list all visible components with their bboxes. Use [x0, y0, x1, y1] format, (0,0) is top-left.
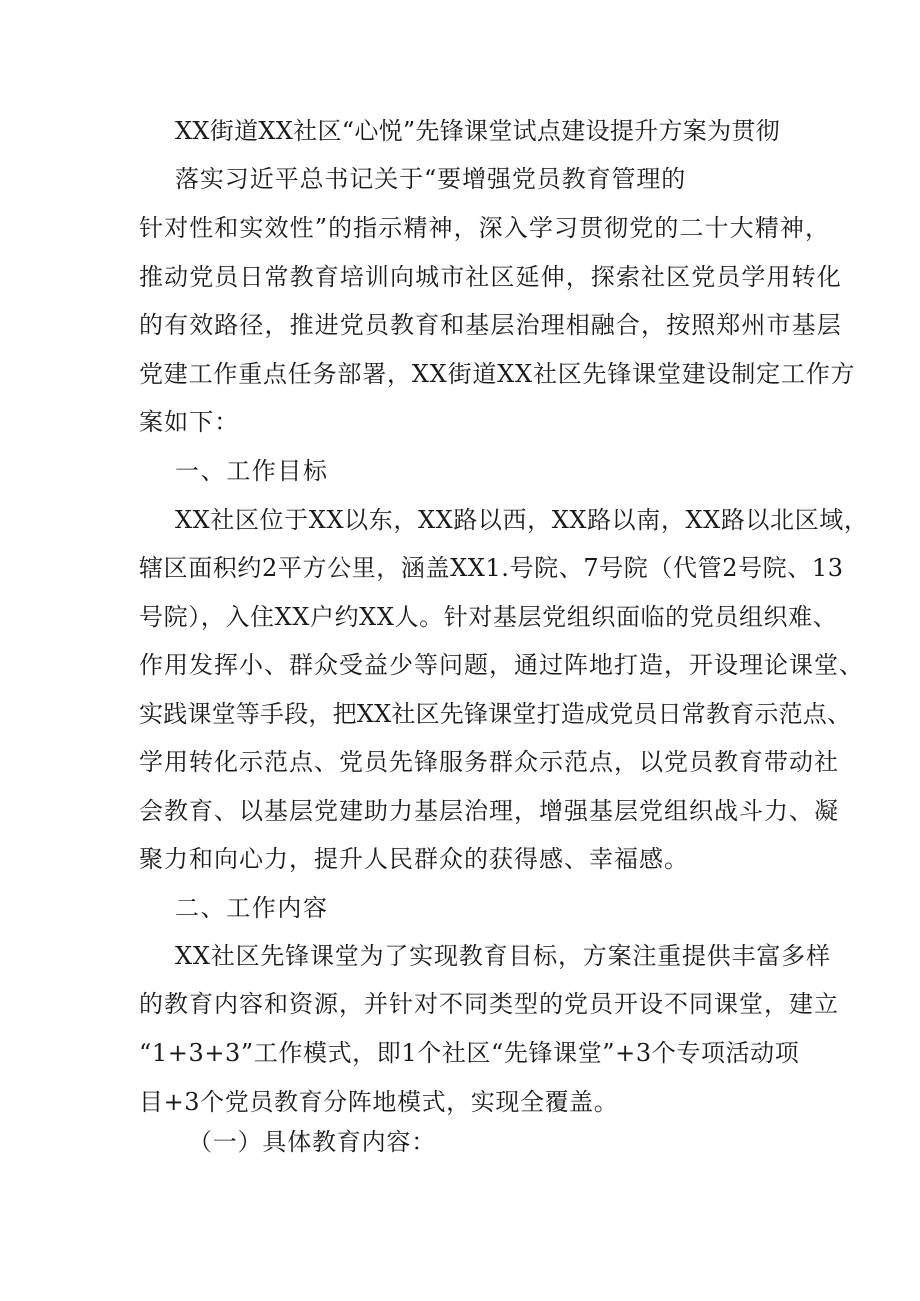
goals-paragraph-line: 辖区面积约2平方公里，涵盖XX1.号院、7号院（代管2号院、13	[139, 554, 844, 582]
intro-paragraph-line: 党建工作重点任务部署，XX街道XX社区先锋课堂建设制定工作方	[139, 360, 856, 388]
intro-paragraph-line: 推动党员日常教育培训向城市社区延伸，探索社区党员学用转化	[139, 263, 842, 291]
intro-paragraph-line: 落实习近平总书记关于“要增强党员教育管理的	[175, 165, 687, 193]
goals-paragraph-line: XX社区位于XX以东，XX路以西，XX路以南，XX路以北区域，	[175, 506, 869, 534]
goals-paragraph-line: 会教育、以基层党建助力基层治理，增强基层党组织战斗力、凝	[139, 797, 839, 825]
section-heading-content: 二、工作内容	[175, 894, 329, 922]
goals-paragraph-line: 学用转化示范点、党员先锋服务群众示范点，以党员教育带动社	[139, 748, 839, 776]
content-paragraph-line: 目+3个党员教育分阵地模式，实现全覆盖。	[139, 1088, 619, 1116]
content-paragraph-line: “1+3+3”工作模式，即1个社区“先锋课堂”+3个专项活动项	[139, 1039, 800, 1067]
title-line: XX街道XX社区“心悦”先锋课堂试点建设提升方案为贯彻	[175, 117, 780, 145]
goals-paragraph-line: 聚力和向心力，提升人民群众的获得感、幸福感。	[139, 845, 689, 873]
subsection-heading: （一）具体教育内容：	[188, 1128, 436, 1156]
goals-paragraph-line: 号院），入住XX户约XX人。针对基层党组织面临的党员组织难、	[139, 603, 838, 631]
goals-paragraph-line: 实践课堂等手段，把XX社区先锋课堂打造成党员日常教育示范点、	[139, 700, 852, 728]
section-heading-goals: 一、工作目标	[175, 457, 329, 485]
goals-paragraph-line: 作用发挥小、群众受益少等问题，通过阵地打造，开设理论课堂、	[139, 651, 864, 679]
intro-paragraph-line: 的有效路径，推进党员教育和基层治理相融合，按照郑州市基层	[139, 311, 842, 339]
content-paragraph-line: XX社区先锋课堂为了实现教育目标，方案注重提供丰富多样	[175, 942, 831, 970]
intro-paragraph-line: 针对性和实效性”的指示精神，深入学习贯彻党的二十大精神，	[139, 214, 831, 242]
intro-paragraph-line: 案如下：	[139, 408, 240, 436]
content-paragraph-line: 的教育内容和资源，并针对不同类型的党员开设不同课堂，建立	[139, 990, 839, 1018]
